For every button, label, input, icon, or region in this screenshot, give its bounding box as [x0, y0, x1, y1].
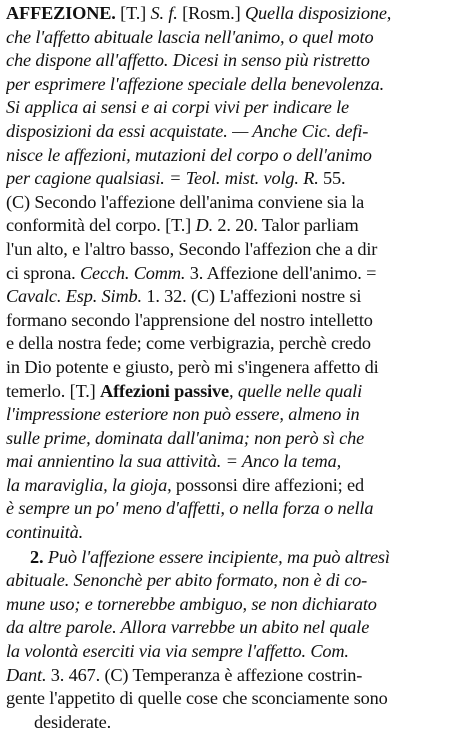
text-run: desiderate.: [34, 711, 112, 732]
bold-text: 2.: [30, 546, 48, 567]
text-run: in Dio potente e giusto, però mi s'ingenera affetto di: [6, 356, 379, 377]
entry-line: [6, 309, 468, 333]
text-run: [T.]: [115, 3, 151, 23]
entry-line: [6, 144, 468, 168]
entry-line: [6, 262, 468, 286]
italic-text: l'impressione esteriore non può essere, almeno in: [6, 404, 360, 425]
entry-line: [6, 403, 468, 427]
entry-line: [6, 332, 468, 356]
text-run: e della nostra fede; come verbigrazia, perchè credo: [6, 333, 371, 354]
entry-line: [6, 427, 468, 451]
entry-line: [6, 450, 468, 474]
sense2-line: [6, 593, 468, 617]
entry-line: [6, 497, 468, 521]
italic-text: da altre parole. Allora varrebbe un abito nel quale: [6, 617, 370, 638]
text-run: (C) Secondo l'affezione dell'anima conviene sia la: [6, 191, 365, 212]
text-run: formano secondo l'apprensione del nostro intelletto: [6, 309, 373, 330]
italic-text: continuità.: [6, 522, 84, 543]
italic-text: Quella disposizione,: [244, 3, 392, 23]
entry-line: [6, 73, 468, 97]
entry-line: [6, 380, 468, 404]
italic-text: per cagione qualsiasi. = Teol. mist. volg. R.: [6, 168, 319, 189]
text-run: conformità del corpo. [T.]: [6, 215, 196, 236]
sense2-line: [6, 640, 468, 664]
italic-text: per esprimere l'affezione speciale della benevolenza.: [6, 73, 385, 94]
entry-line: [6, 521, 468, 545]
bold-text: Affezioni passive: [100, 380, 229, 401]
italic-text: abituale. Senonchè per abito formato, non è di co-: [6, 570, 368, 591]
sense-2-paragraph: [6, 546, 468, 734]
entry-line: [6, 2, 468, 26]
entry-affezione: [6, 2, 468, 545]
sense2-line: [6, 569, 468, 593]
entry-line: [6, 167, 468, 191]
text-run: [Rosm.]: [177, 3, 245, 23]
italic-text: la volontà eserciti via via sempre l'affetto. Com.: [6, 641, 349, 662]
italic-text: D.: [195, 215, 214, 236]
italic-text: S. f.: [150, 3, 178, 23]
sense2-line: [6, 711, 468, 734]
text-run: ci sprona.: [6, 262, 80, 283]
italic-text: che l'affetto abituale lascia nell'animo, o quel moto: [6, 26, 374, 47]
italic-text: è sempre un po' meno d'affetti, o nella forza o nella: [6, 498, 374, 519]
entry-line: [6, 285, 468, 309]
entry-line: [6, 474, 468, 498]
text-run: temerlo. [T.]: [6, 380, 101, 401]
text-run: 3. Affezione dell'animo. =: [185, 262, 377, 283]
italic-text: la maraviglia, la gioja,: [6, 474, 172, 495]
entry-line: [6, 26, 468, 50]
italic-text: che dispone all'affetto. Dicesi in senso più ristretto: [6, 50, 370, 71]
italic-text: mune uso; e tornerebbe ambiguo, se non dichiarato: [6, 593, 377, 614]
sense2-line: [6, 616, 468, 640]
italic-text: Cavalc. Esp. Simb.: [6, 286, 142, 307]
italic-text: , quelle nelle quali: [228, 380, 363, 401]
italic-text: sulle prime, dominata dall'anima; non però sì che: [6, 427, 365, 448]
entry-line: [6, 49, 468, 73]
entry-line: [6, 238, 468, 262]
sense2-line: [6, 664, 468, 688]
italic-text: Cecch. Comm.: [80, 262, 186, 283]
text-run: gente l'appetito di quelle cose che sconciamente sono: [6, 688, 388, 709]
italic-text: Dant.: [6, 664, 47, 685]
entry-line: [6, 191, 468, 215]
italic-text: nisce le affezioni, mutazioni del corpo o dell'animo: [6, 144, 372, 165]
italic-text: disposizioni da essi acquistate. — Anche Cic. defi-: [6, 120, 369, 141]
text-run: 55.: [318, 168, 346, 189]
italic-text: Si applica ai sensi e ai corpi vivi per indicare le: [6, 97, 350, 118]
text-run: 1. 32. (C) L'affezioni nostre si: [141, 286, 362, 307]
text-run: l'un alto, e l'altro basso, Secondo l'affezion che a dir: [6, 238, 378, 259]
entry-line: [6, 96, 468, 120]
sense2-line: [6, 687, 468, 711]
sense2-line: [6, 546, 468, 570]
entry-line: [6, 356, 468, 380]
italic-text: Può l'affezione essere incipiente, ma può altresì: [47, 546, 390, 567]
text-run: 2. 20. Talor parliam: [213, 215, 359, 236]
bold-text: AFFEZIONE.: [6, 3, 116, 23]
text-run: 3. 467. (C) Temperanza è affezione costrin-: [46, 664, 363, 685]
italic-text: mai annientino la sua attività. = Anco la tema,: [6, 451, 342, 472]
text-run: possonsi dire affezioni; ed: [171, 474, 364, 495]
entry-line: [6, 214, 468, 238]
entry-line: [6, 120, 468, 144]
